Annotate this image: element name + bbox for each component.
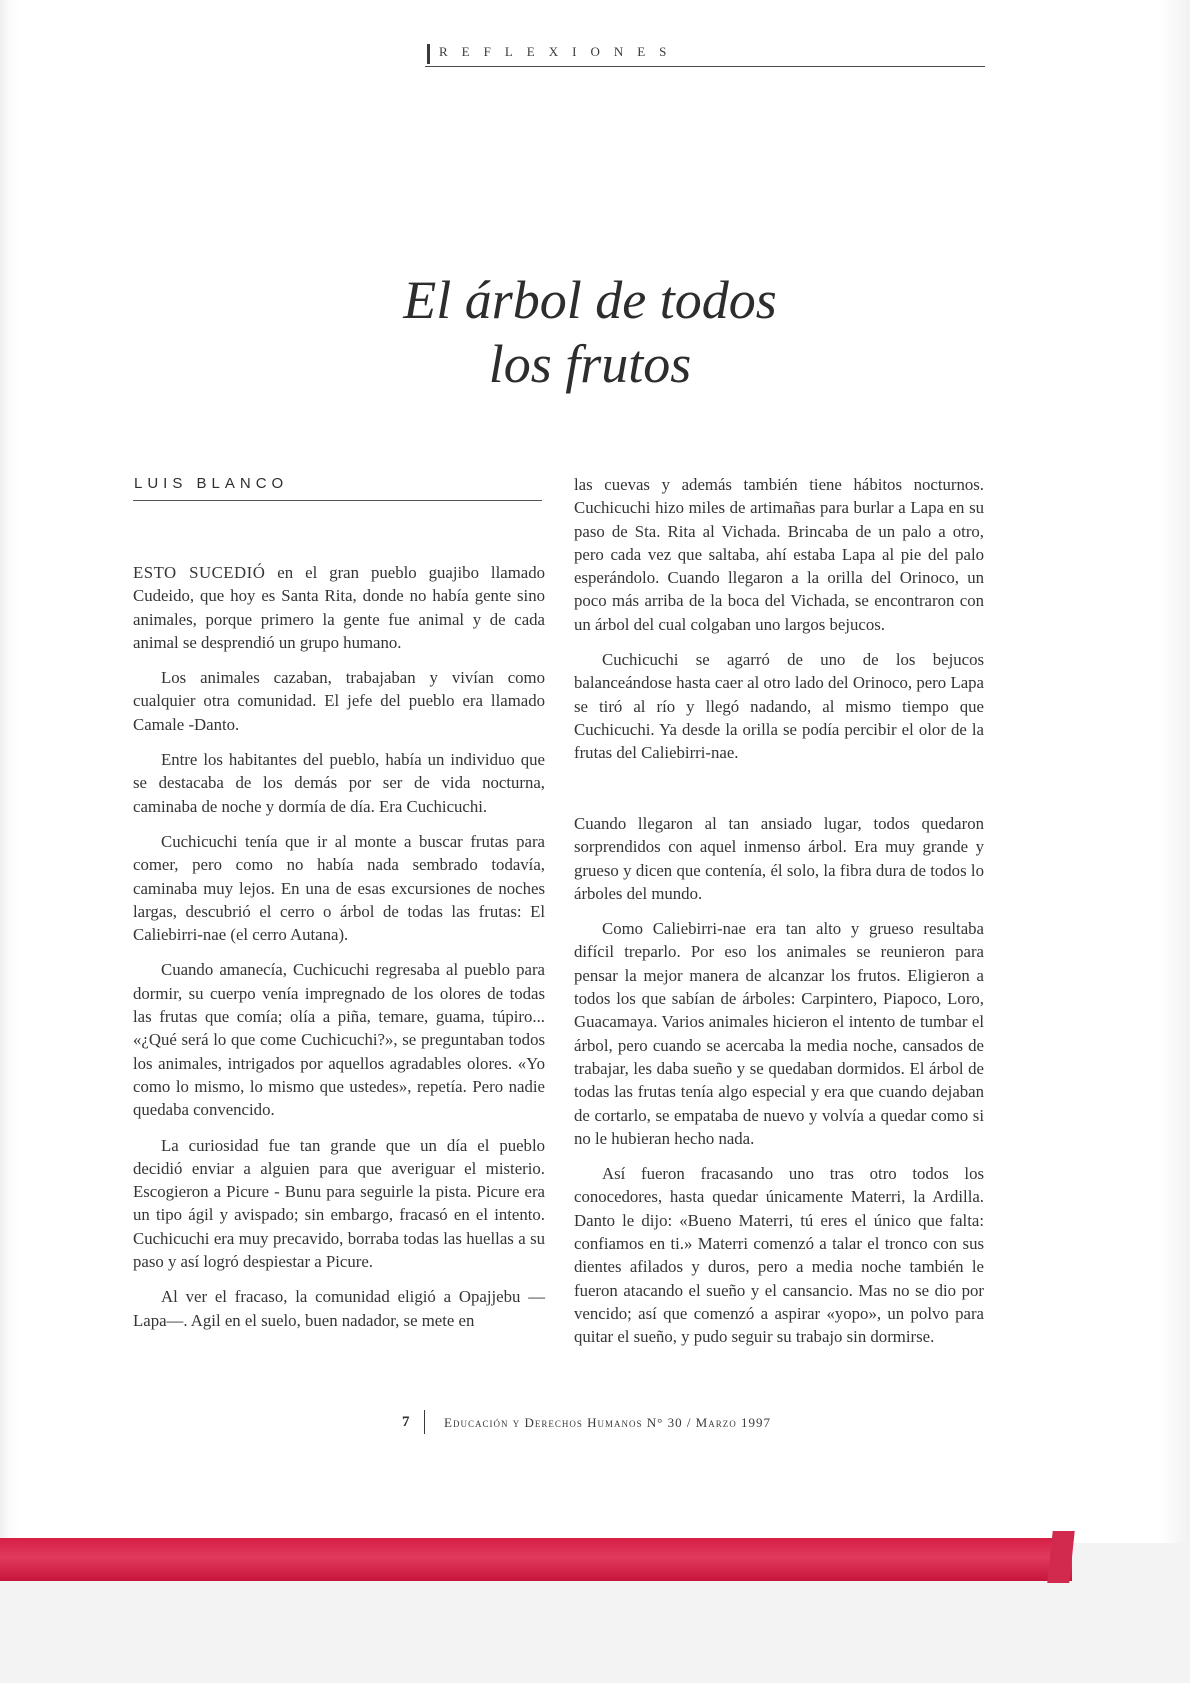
paragraph: Cuando llegaron al tan ansiado lugar, todos quedaron sorprendidos con aquel inmenso árbol. Era muy grande y grueso y dicen que contenía, él solo, la fibra dura de todos lo árboles del mundo. — [574, 814, 984, 903]
paragraph: Cuchicuchi tenía que ir al monte a buscar frutas para comer, pero como no había nada sembrado todavía, caminaba muy lejos. En una de esas excursiones de noches largas, descubrió el cerro o árbol de todas las frutas: El Caliebirri-nae (el cerro Autana). — [133, 831, 545, 945]
article-title-line-2: los frutos — [488, 334, 692, 394]
section-label: REFLEXIONES — [439, 44, 681, 59]
paragraph: Al ver el fracaso, la comunidad eligió a Opajjebu —Lapa—. Agil en el suelo, buen nadador, se mete en — [133, 1287, 545, 1330]
paragraph — [133, 561, 545, 654]
paragraph: Cuando amanecía, Cuchicuchi regresaba al pueblo para dormir, su cuerpo venía impregnado de los olores de todas las frutas que comía; olía a piña, temare, guama, túpiro... «¿Qué será lo que come Cuchicuchi?», se preguntaban todos los animales, intrigados por aquellos agradables olores. «Yo como lo mismo, lo mismo que ustedes», repetía. Pero nadie quedaba convencido. — [133, 960, 545, 1120]
author-name: LUIS BLANCO — [134, 475, 289, 492]
red-cover-strip — [0, 1538, 1072, 1581]
paragraph: Así fueron fracasando uno tras otro todos los conocedores, hasta quedar únicamente Materri, la Ardilla. Danto le dijo: «Bueno Materri, tú eres el único que falta: confiamos en ti.» Materri comenzó a talar el tronco con sus dientes afilados y duros, pero a media noche también le fueron atacando el sueño y el cansancio. Mas no se dio por vencido; así que comenzó a aspirar «yopo», un polvo para quitar el sueño, y pudo seguir su trabajo sin dormirse. — [574, 1164, 984, 1347]
paragraph: Entre los habitantes del pueblo, había un individuo que se destacaba de los demás por ser de vida nocturna, caminaba de noche y dormía de día. Era Cuchicuchi. — [133, 750, 545, 816]
section-marker — [427, 44, 430, 64]
page-number: 7 — [402, 1414, 410, 1430]
paragraph-text: en el gran pueblo guajibo llamado Cudeido, que hoy es Santa Rita, donde no había gente sino animales, porque primero la gente fue animal y de cada animal se desprendió un grupo humano. — [133, 563, 545, 652]
right-column-top — [574, 473, 984, 777]
footer-divider — [424, 1410, 425, 1434]
paragraph: Como Caliebirri-nae era tan alto y grueso resultaba difícil treparlo. Por eso los animales se reunieron para pensar la mejor manera de alcanzar los frutos. Eligieron a todos los que sabían de árboles: Carpintero, Piapoco, Loro, Guacamaya. Varios animales hicieron el intento de tumbar el árbol, pero cuando se acercaba la media noche, cansados de trabajar, les daba sueño y se quedaban dormidos. El árbol de todas las frutas tenía algo especial y era que cuando dejaban de cortarlo, se empataba de nuevo y volvía a quedar como si no le hubieran hecho nada. — [574, 919, 984, 1148]
publication-info: Educación y Derechos Humanos N° 30 / Marzo 1997 — [444, 1415, 771, 1430]
paragraph: Cuchicuchi se agarró de uno de los bejucos balanceándose hasta caer al otro lado del Orinoco, pero Lapa se tiró al río y llegó nadando, al mismo tiempo que Cuchicuchi. Ya desde la orilla se podía percibir el olor de la frutas del Caliebirri-nae. — [574, 650, 984, 763]
page-footer — [402, 1410, 822, 1436]
article-title-line-1: El árbol de todos — [403, 270, 777, 330]
author-rule — [133, 500, 542, 501]
lead-in: ESTO SUCEDIÓ — [133, 563, 266, 582]
left-column — [133, 561, 545, 1371]
section-header — [425, 42, 985, 67]
right-column-bottom — [574, 812, 984, 1361]
paragraph: Los animales cazaban, trabajaban y vivían como cualquier otra comunidad. El jefe del pueblo era llamado Camale -Danto. — [133, 668, 545, 734]
paragraph: La curiosidad fue tan grande que un día el pueblo decidió enviar a alguien para que averiguar el misterio. Escogieron a Picure - Bunu para seguirle la pista. Picure era un tipo ágil y avispado; sin embargo, fracasó en el intento. Cuchicuchi era muy precavido, borraba todas las huellas a su paso y así logró despiestar a Picure. — [133, 1135, 545, 1272]
article-title — [300, 268, 880, 396]
paragraph: las cuevas y además también tiene hábitos nocturnos. Cuchicuchi hizo miles de artimañas para burlar a Lapa en su paso de Sta. Rita al Vichada. Brincaba de un palo a otro, pero cada vez que saltaba, ahí estaba Lapa al pie del palo esperándolo. Cuando llegaron a la orilla del Orinoco, un poco más arriba de la boca del Vichada, se encontraron con un árbol del cual colgaban uno largos bejucos. — [574, 475, 984, 634]
